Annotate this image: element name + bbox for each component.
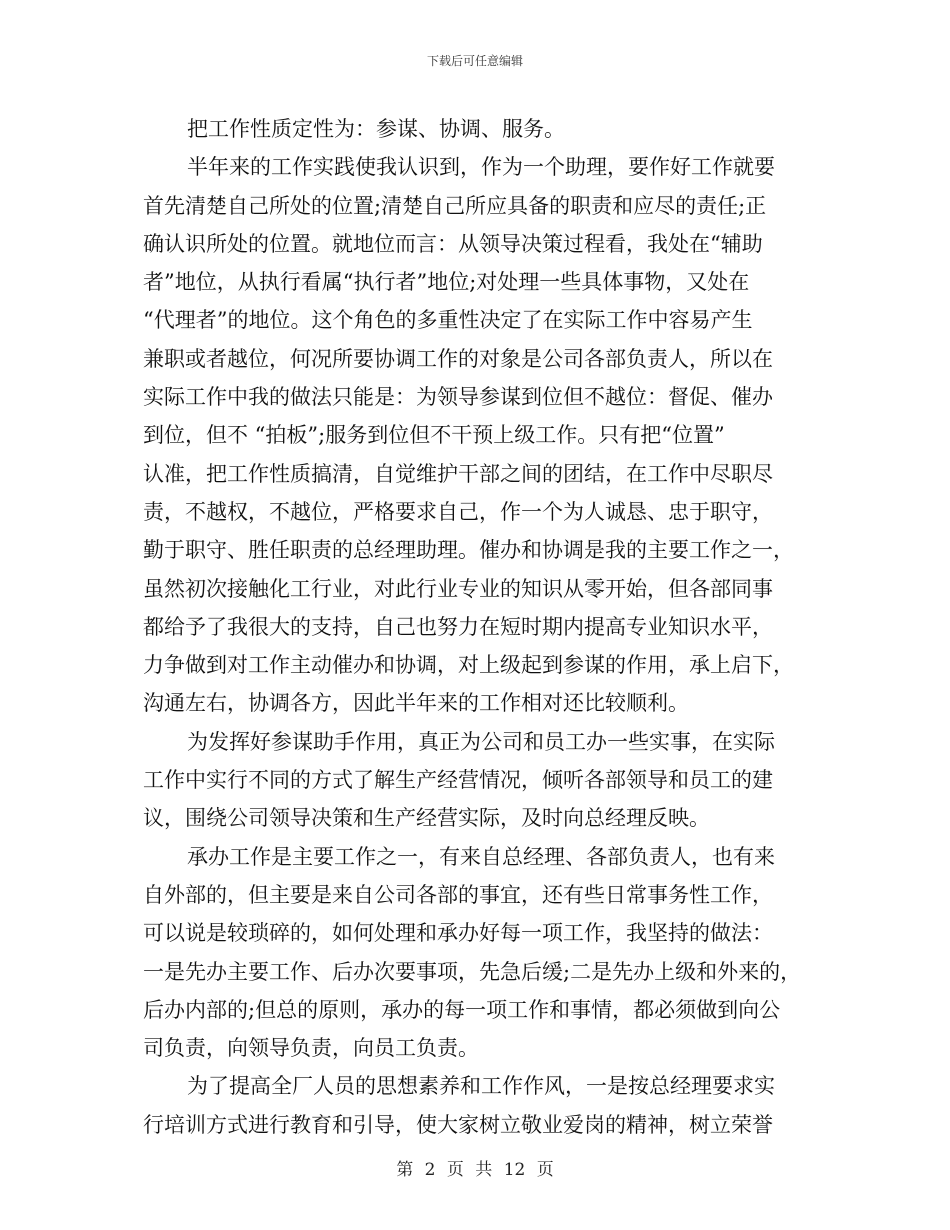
text-line: 可以说是较琐碎的，如何处理和承办好每一项工作，我坚持的做法：: [143, 921, 773, 946]
document-body: [143, 110, 813, 1144]
text-line: 自外部的，但主要是来自公司各部的事宜，还有些日常事务性工作，: [143, 882, 773, 907]
text-line: 确认识所处的位置。就地位而言：从领导决策过程看，我处在“辅助: [143, 231, 763, 256]
text-line: 认准，把工作性质搞清，自觉维护干部之间的团结，在工作中尽职尽: [143, 461, 773, 486]
text-line: 把工作性质定性为：参谋、协调、服务。: [187, 117, 565, 141]
page-footer: 第 2 页 共 12 页: [396, 1160, 554, 1180]
text-line: 为发挥好参谋助手作用，真正为公司和员工办一些实事，在实际: [187, 729, 775, 754]
text-line: 议，围绕公司领导决策和生产经营实际，及时向总经理反映。: [143, 806, 710, 831]
text-line: 责，不越权，不越位，严格要求自己，作一个为人诚恳、忠于职守，: [143, 499, 773, 524]
text-line: 勤于职守、胜任职责的总经理助理。催办和协调是我的主要工作之一，: [143, 538, 794, 563]
text-line: “代理者”的地位。这个角色的多重性决定了在实际工作中容易产生: [143, 308, 753, 333]
text-line: 一是先办主要工作、后办次要事项，先急后缓;二是先办上级和外来的，: [143, 959, 802, 984]
text-line: 司负责，向领导负责，向员工负责。: [143, 1036, 479, 1061]
text-line: 力争做到对工作主动催办和协调，对上级起到参谋的作用，承上启下，: [143, 653, 794, 678]
text-line: 者”地位，从执行看属“执行者”地位;对处理一些具体事物，又处在: [143, 270, 750, 295]
text-line: 首先清楚自己所处的位置;清楚自己所应具备的职责和应尽的责任;正: [143, 193, 767, 218]
text-line: 半年来的工作实践使我认识到，作为一个助理，要作好工作就要: [187, 155, 775, 180]
text-line: 沟通左右，协调各方，因此半年来的工作相对还比较顺利。: [143, 691, 689, 716]
text-line: 都给予了我很大的支持，自己也努力在短时期内提高专业知识水平，: [143, 614, 773, 639]
page-header: 下载后可任意编辑: [426, 54, 523, 68]
text-line: 兼职或者越位，何况所要协调工作的对象是公司各部负责人，所以在: [143, 346, 773, 371]
text-line: 行培训方式进行教育和引导，使大家树立敬业爱岗的精神，树立荣誉: [143, 1112, 773, 1137]
text-line: 承办工作是主要工作之一，有来自总经理、各部负责人，也有来: [187, 844, 775, 869]
text-line: 工作中实行不同的方式了解生产经营情况，倾听各部领导和员工的建: [143, 768, 773, 793]
text-line: 为了提高全厂人员的思想素养和工作作风，一是按总经理要求实: [187, 1074, 775, 1099]
text-line: 后办内部的;但总的原则，承办的每一项工作和事情，都必须做到向公: [143, 997, 781, 1022]
text-line: 虽然初次接触化工行业，对此行业专业的知识从零开始，但各部同事: [143, 576, 773, 601]
text-line: 到位，但不 “拍板”;服务到位但不干预上级工作。只有把“位置”: [143, 423, 725, 448]
text-line: 实际工作中我的做法只能是：为领导参谋到位但不越位：督促、催办: [143, 385, 773, 410]
